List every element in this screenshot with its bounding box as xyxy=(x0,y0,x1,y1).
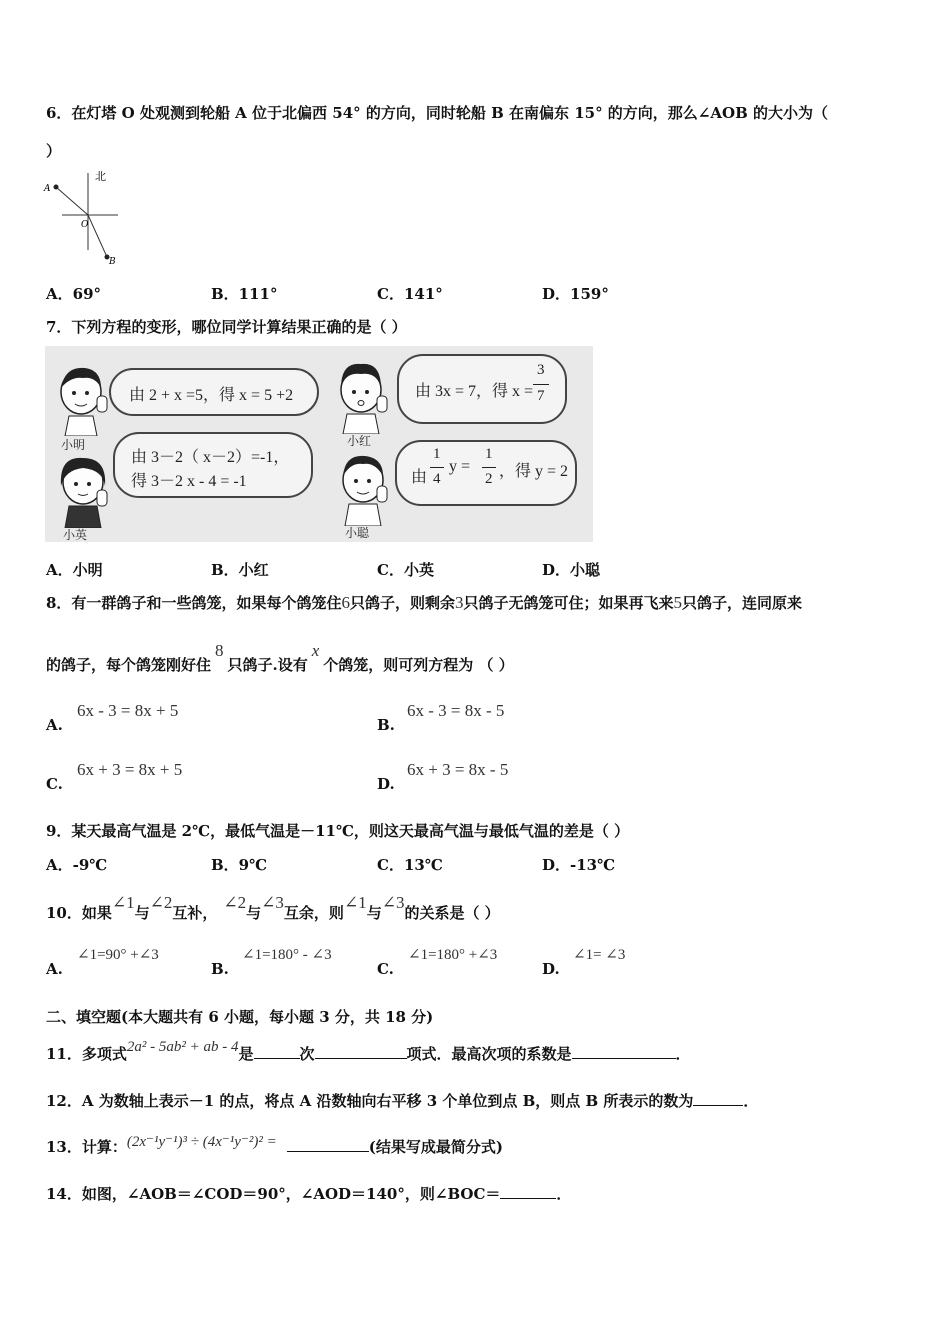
q9-option-d[interactable]: D．-13℃ xyxy=(542,856,616,874)
q10-part-d: 与 xyxy=(246,904,262,922)
q10-option-b-equation[interactable]: ∠1=180° - ∠3 xyxy=(242,947,332,963)
kid-xiaocong-illustration xyxy=(337,450,393,526)
bubble-xiaocong-y: y = xyxy=(449,458,471,475)
q6-direction-figure xyxy=(40,165,130,270)
q8-number-6: 6 xyxy=(341,593,350,612)
q12-part-a: 12．A 为数轴上表示－1 的点，将点 A 沿数轴向右平移 3 个单位到点 B，则点 B 所表示的数为 xyxy=(46,1092,694,1110)
q9-text: 9．某天最高气温是 2℃，最低气温是－11℃，则这天最高气温与最低气温的差是（ ） xyxy=(46,822,630,840)
q7-option-c[interactable]: C．小英 xyxy=(377,561,434,579)
q8-option-c-label[interactable]: C. xyxy=(46,775,63,793)
bubble-xiaoying-line1: 由 3－2（ x－2）=-1， xyxy=(131,449,290,466)
q8-option-d-equation[interactable]: 6x + 3 = 8x - 5 xyxy=(407,760,509,779)
bubble-xiaocong-f1-den: 4 xyxy=(433,471,441,487)
q8-line1 xyxy=(46,592,802,613)
bubble-xiaocong-prefix: 由 xyxy=(411,469,428,486)
q8-line2-part-c: 个鸽笼，则可列方程为 （ ） xyxy=(323,656,514,674)
q10-part-f: 与 xyxy=(366,904,382,922)
ray-ob xyxy=(88,215,107,257)
q8-number-5: 5 xyxy=(673,593,682,612)
bubble-xiaocong-f2-den: 2 xyxy=(485,471,493,487)
q10-part-a: 10．如果 xyxy=(46,904,112,922)
q10-angle-2b: ∠2 xyxy=(223,893,247,912)
q11-text xyxy=(46,1039,691,1064)
q10-angle-1: ∠1 xyxy=(111,893,135,912)
name-xiaocong: 小聪 xyxy=(345,526,370,540)
q14-end: ． xyxy=(556,1185,572,1203)
bubble-xiaoming-text: 由 2 + x =5，得 x = 5 +2 xyxy=(129,387,294,404)
kid-xiaoying-illustration xyxy=(57,452,113,528)
q11-blank-degree[interactable] xyxy=(254,1044,300,1059)
q10-option-a-label[interactable]: A. xyxy=(46,960,63,978)
q9-option-c[interactable]: C．13℃ xyxy=(377,856,443,874)
q14-text xyxy=(46,1183,571,1204)
bubble-xiaocong-f1-bar xyxy=(430,467,444,468)
q10-option-c-equation[interactable]: ∠1=180° +∠3 xyxy=(408,947,498,963)
label-a: A xyxy=(44,184,51,194)
q11-polynomial: 2a² - 5ab² + ab - 4 xyxy=(126,1039,239,1055)
bubble-xiaocong-suffix: ，得 y = 2 xyxy=(499,463,569,480)
label-o: O xyxy=(81,220,89,230)
q6-option-c[interactable]: C．141° xyxy=(377,285,443,303)
q9-option-b[interactable]: B．9℃ xyxy=(211,856,268,874)
q10-option-c-label[interactable]: C. xyxy=(377,960,394,978)
bubble-xiaoying xyxy=(113,432,313,498)
q8-option-a-equation[interactable]: 6x - 3 = 8x + 5 xyxy=(77,701,179,720)
bubble-xiaohong-fraction-bar xyxy=(533,384,549,385)
q10-option-b-label[interactable]: B. xyxy=(211,960,229,978)
q9-option-a[interactable]: A．-9℃ xyxy=(46,856,108,874)
q6-option-b[interactable]: B．111° xyxy=(211,285,278,303)
q7-text: 7．下列方程的变形，哪位同学计算结果正确的是（ ） xyxy=(46,318,407,336)
q8-option-b-equation[interactable]: 6x - 3 = 8x - 5 xyxy=(407,701,505,720)
q11-part-e: ． xyxy=(675,1045,691,1063)
q11-part-c: 次 xyxy=(299,1045,315,1063)
q8-option-d-label[interactable]: D. xyxy=(377,775,395,793)
q10-option-a-equation[interactable]: ∠1=90° +∠3 xyxy=(77,947,159,963)
q13-part-a: 13．计算： xyxy=(46,1138,127,1156)
section-2-heading: 二、填空题(本大题共有 6 小题，每小题 3 分，共 18 分) xyxy=(46,1008,434,1026)
q13-expression: (2x⁻¹y⁻¹)³ ÷ (4x⁻¹y⁻²)² = xyxy=(126,1134,277,1150)
label-b: B xyxy=(109,257,116,267)
bubble-xiaohong-text: 由 3x = 7，得 x = xyxy=(415,383,534,400)
q8-option-b-label[interactable]: B. xyxy=(377,716,395,734)
label-north: 北 xyxy=(95,170,106,183)
q8-line1-part-d: 只鸽子，连同原来 xyxy=(681,594,802,612)
bubble-xiaocong-f2-num: 1 xyxy=(485,446,493,462)
q7-option-d[interactable]: D．小聪 xyxy=(542,561,601,579)
q8-line1-part-a: 8．有一群鸽子和一些鸽笼，如果每个鸽笼住 xyxy=(46,594,342,612)
q11-part-a: 11．多项式 xyxy=(46,1045,127,1063)
bubble-xiaocong xyxy=(395,440,577,506)
name-xiaoying: 小英 xyxy=(63,528,88,542)
q8-variable-x: x xyxy=(311,641,320,660)
bubble-xiaohong xyxy=(397,354,567,424)
bubble-xiaocong-f2-bar xyxy=(482,467,496,468)
q12-text xyxy=(46,1090,758,1111)
name-xiaoming: 小明 xyxy=(61,438,86,452)
q10-part-b: 与 xyxy=(134,904,150,922)
q11-part-b: 是 xyxy=(238,1045,254,1063)
q8-option-a-label[interactable]: A. xyxy=(46,716,63,734)
q6-text-cont: ） xyxy=(46,142,62,160)
q10-part-g: 的关系是（ ） xyxy=(404,904,500,922)
q6-text: 6．在灯塔 O 处观测到轮船 A 位于北偏西 54° 的方向，同时轮船 B 在南偏东 15° 的方向，那么∠AOB 的大小为（ xyxy=(46,104,828,122)
q10-option-d-equation[interactable]: ∠1= ∠3 xyxy=(573,947,626,963)
q11-part-d: 项式．最高次项的系数是 xyxy=(406,1045,572,1063)
ray-oa xyxy=(56,187,88,215)
q6-option-a[interactable]: A．69° xyxy=(46,285,102,303)
q10-angle-3: ∠3 xyxy=(261,893,284,912)
q8-number-3: 3 xyxy=(454,593,464,612)
q8-line2-part-b: 只鸽子.设有 xyxy=(227,656,308,674)
q11-blank-terms[interactable] xyxy=(315,1044,407,1059)
q13-blank[interactable] xyxy=(287,1137,369,1152)
point-a xyxy=(54,185,59,190)
q8-line1-part-c: 只鸽子无鸽笼可住；如果再飞来 xyxy=(463,594,674,612)
q13-part-b: (结果写成最简分式) xyxy=(368,1138,503,1156)
kid-xiaoming-illustration xyxy=(55,360,111,436)
q10-part-c: 互补， xyxy=(172,904,218,922)
q8-number-8: 8 xyxy=(215,641,224,660)
q8-line2 xyxy=(46,641,514,675)
bubble-xiaoying-line2: 得 3－2 x - 4 = -1 xyxy=(131,473,247,490)
q14-blank[interactable] xyxy=(500,1184,556,1199)
q12-blank[interactable] xyxy=(693,1091,743,1106)
q10-text xyxy=(46,893,500,923)
bubble-xiaohong-numerator: 3 xyxy=(537,362,545,378)
q6-option-d[interactable]: D．159° xyxy=(542,285,609,303)
q10-part-e: 互余，则 xyxy=(283,904,344,922)
q7-cartoon-panel xyxy=(45,346,593,542)
q10-angle-3b: ∠3 xyxy=(381,893,405,912)
bubble-xiaoming xyxy=(109,368,319,416)
bubble-xiaocong-f1-num: 1 xyxy=(433,446,441,462)
q13-text xyxy=(46,1136,503,1157)
q10-angle-2: ∠2 xyxy=(149,893,173,912)
kid-xiaohong-illustration xyxy=(335,358,391,434)
q12-end: ． xyxy=(743,1092,759,1110)
bubble-xiaohong-denominator: 7 xyxy=(537,388,545,404)
q8-line2-part-a: 的鸽子，每个鸽笼刚好住 xyxy=(46,656,212,674)
q14-part-a: 14．如图，∠AOB＝∠COD＝90°，∠AOD＝140°，则∠BOC＝ xyxy=(46,1185,501,1203)
name-xiaohong: 小红 xyxy=(347,434,372,448)
q10-option-d-label[interactable]: D. xyxy=(542,960,560,978)
q7-option-a[interactable]: A．小明 xyxy=(46,561,103,579)
q10-angle-1b: ∠1 xyxy=(343,893,367,912)
q7-option-b[interactable]: B．小红 xyxy=(211,561,269,579)
q11-blank-coefficient[interactable] xyxy=(572,1044,676,1059)
q8-line1-part-b: 只鸽子，则剩余 xyxy=(349,594,455,612)
q8-option-c-equation[interactable]: 6x + 3 = 8x + 5 xyxy=(77,760,183,779)
